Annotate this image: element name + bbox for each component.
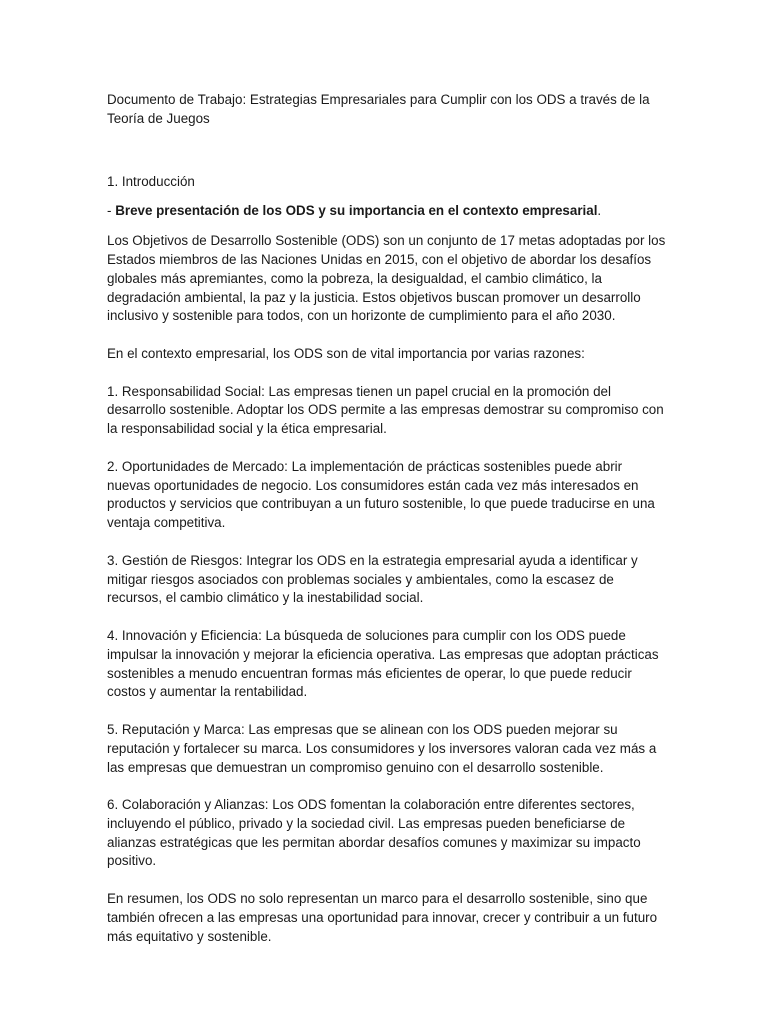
paragraph-innovacion-eficiencia: 4. Innovación y Eficiencia: La búsqueda de soluciones para cumplir con los ODS puede impulsar la innovación y mejorar la eficiencia operativa. Las empresas que adoptan prácticas sostenibles a menudo encuentran formas más eficientes de operar, lo que puede reducir costos y aumentar la rentabilidad. (107, 627, 659, 700)
document-page (107, 91, 667, 965)
paragraph-oportunidades-mercado: 2. Oportunidades de Mercado: La implementación de prácticas sostenibles puede abrir nuevas oportunidades de negocio. Los consumidores están cada vez más interesados en productos y servicios que contribuyan a un futuro sostenible, lo que puede traducirse en una ventaja competitiva. (107, 458, 655, 531)
document-title: Documento de Trabajo: Estrategias Empresariales para Cumplir con los ODS a través de la Teoría de Juegos (107, 92, 650, 126)
paragraph-responsabilidad-social: 1. Responsabilidad Social: Las empresas tienen un papel crucial en la promoción del desarrollo sostenible. Adoptar los ODS permite a las empresas demostrar su compromiso con la responsabilidad social y la ética empresarial. (107, 383, 664, 437)
paragraph-context-intro: En el contexto empresarial, los ODS son de vital importancia por varias razones: (107, 345, 585, 361)
bullet-prefix: - (107, 203, 116, 219)
paragraph-resumen: En resumen, los ODS no solo representan un marco para el desarrollo sostenible, sino que también ofrecen a las empresas una oportunidad para innovar, crecer y contribuir a un futuro más equitativo y sostenible. (107, 891, 658, 944)
paragraph-reputacion-marca: 5. Reputación y Marca: Las empresas que se alinean con los ODS pueden mejorar su reputación y fortalecer su marca. Los consumidores y los inversores valoran cada vez más a las empresas que demuestran un compromiso genuino con el desarrollo sostenible. (107, 721, 657, 775)
paragraph-gestion-riesgos: 3. Gestión de Riesgos: Integrar los ODS en la estrategia empresarial ayuda a identificar y mitigar riesgos asociados con problemas sociales y ambientales, como la escasez de recursos, el cambio climático y la inestabilidad social. (107, 552, 638, 606)
bullet-line (107, 202, 667, 221)
bullet-suffix: . (597, 203, 602, 219)
paragraph-ods-definition: Los Objetivos de Desarrollo Sostenible (ODS) son un conjunto de 17 metas adoptadas por los Estados miembros de las Naciones Unidas en 2015, con el objetivo de abordar los desafíos globales más apremiantes, como la pobreza, la desigualdad, el cambio climático, la degradación ambiental, la paz y la justicia. Estos objetivos buscan promover un desarrollo inclusivo y sostenible para todos, con un horizonte de cumplimiento para el año 2030. (107, 233, 666, 324)
paragraph-colaboracion-alianzas: 6. Colaboración y Alianzas: Los ODS fomentan la colaboración entre diferentes sectores, incluyendo el público, privado y la sociedad civil. Las empresas pueden beneficiarse de alianzas estratégicas que les permitan abordar desafíos comunes y maximizar su impacto positivo. (107, 797, 641, 869)
section-heading: 1. Introducción (107, 173, 195, 189)
bullet-bold-text: Breve presentación de los ODS y su importancia en el contexto empresarial (115, 203, 598, 219)
